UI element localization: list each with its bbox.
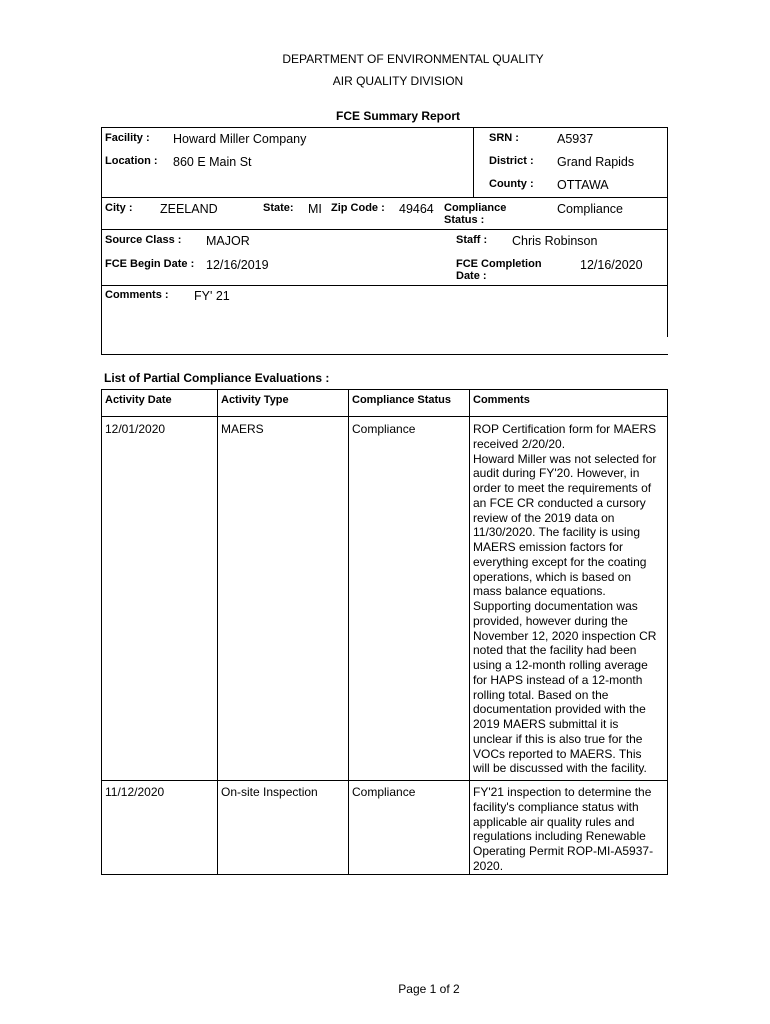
facility-value: Howard Miller Company (173, 132, 307, 146)
fce-completion-value: 12/16/2020 (580, 258, 643, 272)
city-label: City : (105, 202, 133, 214)
comment-line: noted that the facility had been (473, 643, 637, 658)
comment-line: an FCE CR conducted a cursory (473, 495, 646, 510)
comment-line: provided, however during the (473, 613, 628, 628)
activity-comments (473, 785, 667, 874)
comment-line: everything except for the coating (473, 554, 647, 569)
comments-value: FY' 21 (194, 289, 230, 303)
col-header-activity-date: Activity Date (105, 394, 172, 406)
compliance-status-value: Compliance (557, 202, 624, 216)
report-title: FCE Summary Report (335, 109, 461, 123)
comment-line: ROP Certification form for MAERS (473, 422, 657, 436)
comment-line: November 12, 2020 inspection CR (473, 628, 657, 643)
state-label: State: (263, 202, 294, 214)
location-value: 860 E Main St (173, 155, 252, 169)
comment-line: 11/30/2020. The facility is using (473, 525, 640, 540)
activity-type: On-site Inspection (221, 785, 318, 799)
comment-line: operations, which is based on (473, 569, 632, 584)
activity-type: MAERS (221, 422, 264, 436)
col-header-comments: Comments (473, 394, 530, 406)
compliance-status-label-2: Status : (444, 214, 485, 226)
activity-comments (473, 422, 667, 776)
county-value: OTTAWA (557, 178, 609, 192)
comment-line: MAERS emission factors for (473, 540, 624, 554)
district-value: Grand Rapids (557, 155, 635, 169)
source-class-value: MAJOR (206, 234, 250, 248)
comment-line: using a 12-month rolling average (473, 658, 648, 672)
state-value: MI (308, 202, 322, 216)
comment-line: FY'21 inspection to determine the (473, 785, 652, 799)
col-header-activity-type: Activity Type (221, 394, 289, 406)
comment-line: facility's compliance status with (473, 799, 639, 814)
comment-line: rolling total. Based on the (473, 687, 609, 702)
compliance-status: Compliance (352, 785, 416, 799)
staff-value: Chris Robinson (512, 234, 598, 248)
county-label: County : (489, 178, 534, 190)
col-header-compliance-status: Compliance Status (352, 394, 452, 406)
compliance-status-label: Compliance (444, 202, 507, 214)
comment-line: mass balance equations. (473, 584, 606, 599)
compliance-status: Compliance (352, 422, 416, 436)
comment-line: order to meet the requirements of (473, 481, 652, 495)
source-class-label: Source Class : (105, 234, 182, 246)
fce-begin-label: FCE Begin Date : (105, 258, 195, 270)
comment-line: Operating Permit ROP-MI-A5937- (473, 844, 654, 858)
comment-line: received 2/20/20. (473, 436, 566, 451)
comment-line: Supporting documentation was (473, 599, 638, 613)
comment-line: 2020. (473, 858, 504, 873)
comment-line: will be discussed with the facility. (473, 761, 647, 776)
zip-label: Zip Code : (331, 202, 385, 214)
comment-line: audit during FY'20. However, in (473, 466, 640, 481)
fce-begin-value: 12/16/2019 (206, 258, 269, 272)
srn-value: A5937 (557, 132, 594, 146)
comment-line: regulations including Renewable (473, 829, 646, 844)
comments-label: Comments : (105, 289, 169, 301)
comment-line: Howard Miller was not selected for (473, 451, 657, 466)
department-heading: DEPARTMENT OF ENVIRONMENTAL QUALITY (282, 52, 544, 66)
district-label: District : (489, 155, 534, 167)
fce-completion-label-2: Date : (456, 270, 487, 282)
comment-line: review of the 2019 data on (473, 510, 615, 525)
pce-section-title: List of Partial Compliance Evaluations : (104, 371, 330, 385)
fce-completion-label: FCE Completion (456, 258, 542, 270)
zip-value: 49464 (399, 202, 434, 216)
srn-label: SRN : (489, 132, 519, 144)
division-heading: AIR QUALITY DIVISION (332, 74, 464, 88)
staff-label: Staff : (456, 234, 488, 246)
comment-line: documentation provided with the (473, 702, 646, 717)
city-value: ZEELAND (160, 202, 218, 216)
activity-date: 12/01/2020 (105, 422, 166, 436)
comment-line: unclear if this is also true for the (473, 731, 643, 746)
facility-label: Facility : (105, 132, 150, 144)
comment-line: VOCs reported to MAERS. This (473, 746, 642, 761)
location-label: Location : (105, 155, 158, 167)
activity-date: 11/12/2020 (105, 785, 165, 799)
comment-line: 2019 MAERS submittal it is (473, 717, 619, 731)
comment-line: for HAPS instead of a 12-month (473, 672, 643, 687)
page-number: Page 1 of 2 (398, 982, 460, 996)
comment-line: applicable air quality rules and (473, 814, 635, 829)
